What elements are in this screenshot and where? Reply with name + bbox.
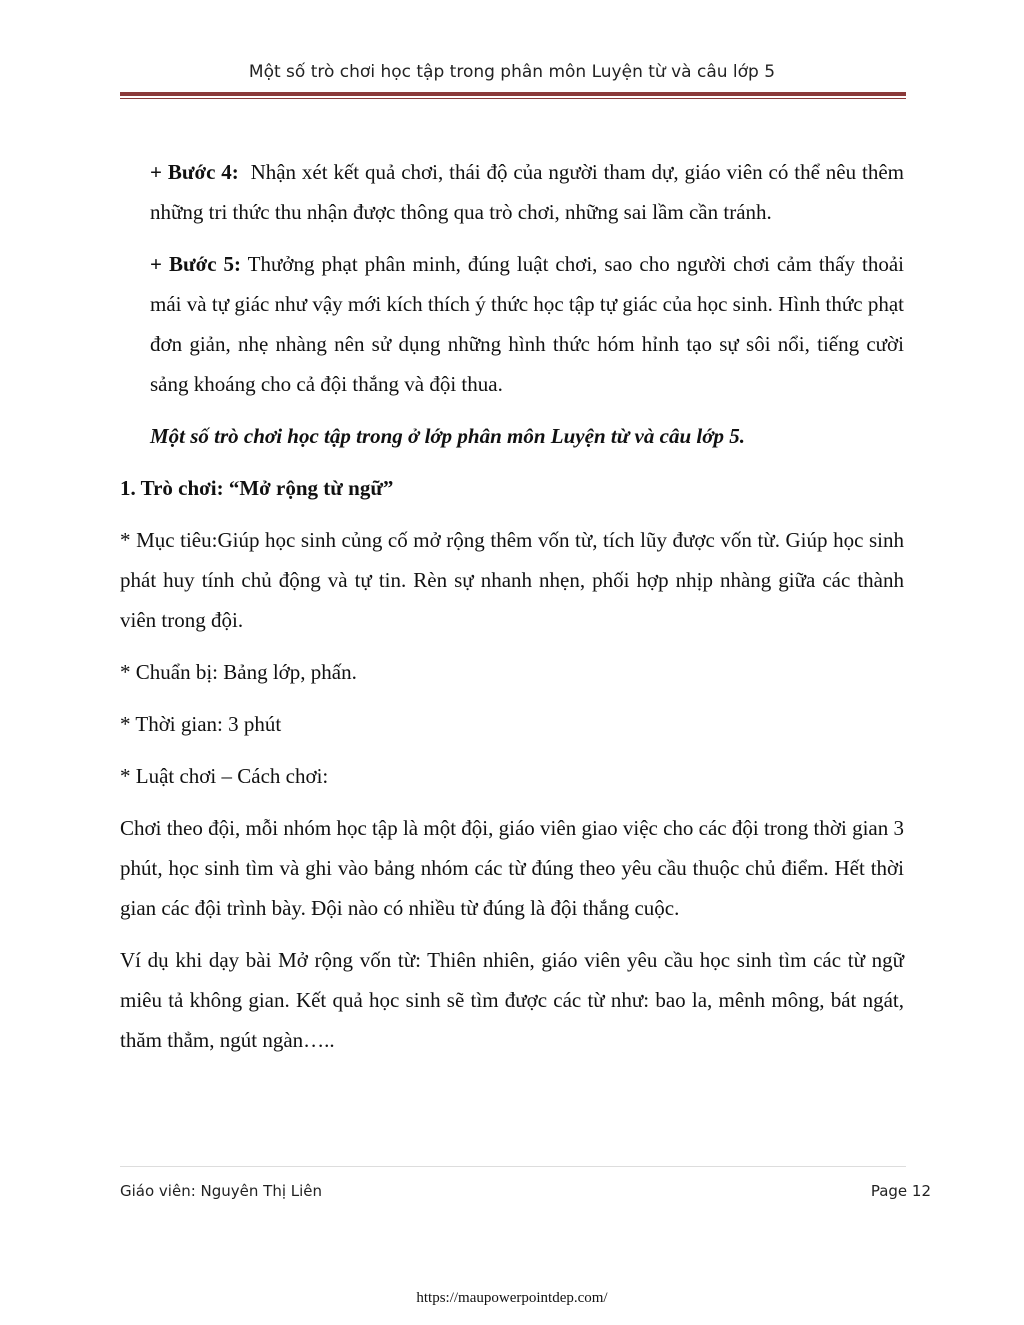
header-rule-thin bbox=[120, 98, 906, 99]
header-rule-thick bbox=[120, 92, 906, 96]
step-5-text: Thưởng phạt phân minh, đúng luật chơi, sao cho người chơi cảm thấy thoải mái và tự giác như vậy mới kích thích ý thức học tập tự giác của học sinh. Hình thức phạt đơn giản, nhẹ nhàng nên sử dụng những hình thức hóm hỉnh tạo sự sôi nổi, tiếng cười sảng khoáng cho cả đội thắng và đội thua. bbox=[150, 252, 904, 396]
footer-rule bbox=[120, 1166, 906, 1167]
document-body bbox=[120, 152, 904, 1072]
footer-page-number: Page 12 bbox=[870, 1182, 931, 1200]
source-url: https://maupowerpointdep.com/ bbox=[416, 1290, 608, 1306]
preparation-line: * Chuẩn bị: Bảng lớp, phấn. bbox=[120, 660, 357, 684]
step-4-paragraph bbox=[120, 152, 904, 232]
step-5-label: + Bước 5: bbox=[150, 252, 242, 276]
step-5-paragraph bbox=[120, 244, 904, 404]
step-4-label: + Bước 4: bbox=[150, 160, 239, 184]
page-header-title: Một số trò chơi học tập trong phân môn Luyện từ và câu lớp 5 bbox=[248, 62, 776, 82]
time-line: * Thời gian: 3 phút bbox=[120, 712, 282, 736]
rules-label: * Luật chơi – Cách chơi: bbox=[120, 764, 329, 788]
example-paragraph: Ví dụ khi dạy bài Mở rộng vốn từ: Thiên nhiên, giáo viên yêu cầu học sinh tìm các từ ngữ miêu tả không gian. Kết quả học sinh sẽ tìm được các từ như: bao la, mênh mông, bát ngát, thăm thẳm, ngút ngàn….. bbox=[120, 948, 904, 1052]
game-1-title: 1. Trò chơi: “Mở rộng từ ngữ” bbox=[120, 476, 394, 500]
footer-teacher: Giáo viên: Nguyên Thị Liên bbox=[120, 1182, 323, 1200]
section-title: Một số trò chơi học tập trong ở lớp phân môn Luyện từ và câu lớp 5. bbox=[150, 424, 745, 448]
step-4-text: Nhận xét kết quả chơi, thái độ của người tham dự, giáo viên có thể nêu thêm những tri thức thu nhận được thông qua trò chơi, những sai lầm cần tránh. bbox=[150, 160, 904, 224]
rules-paragraph: Chơi theo đội, mỗi nhóm học tập là một đội, giáo viên giao việc cho các đội trong thời gian 3 phút, học sinh tìm và ghi vào bảng nhóm các từ đúng theo yêu cầu thuộc chủ điểm. Hết thời gian các đội trình bày. Đội nào có nhiều từ đúng là đội thắng cuộc. bbox=[120, 816, 904, 920]
objective-paragraph: * Mục tiêu:Giúp học sinh củng cố mở rộng thêm vốn từ, tích lũy được vốn từ. Giúp học sinh phát huy tính chủ động và tự tin. Rèn sự nhanh nhẹn, phối hợp nhịp nhàng giữa các thành viên trong đội. bbox=[120, 528, 904, 632]
